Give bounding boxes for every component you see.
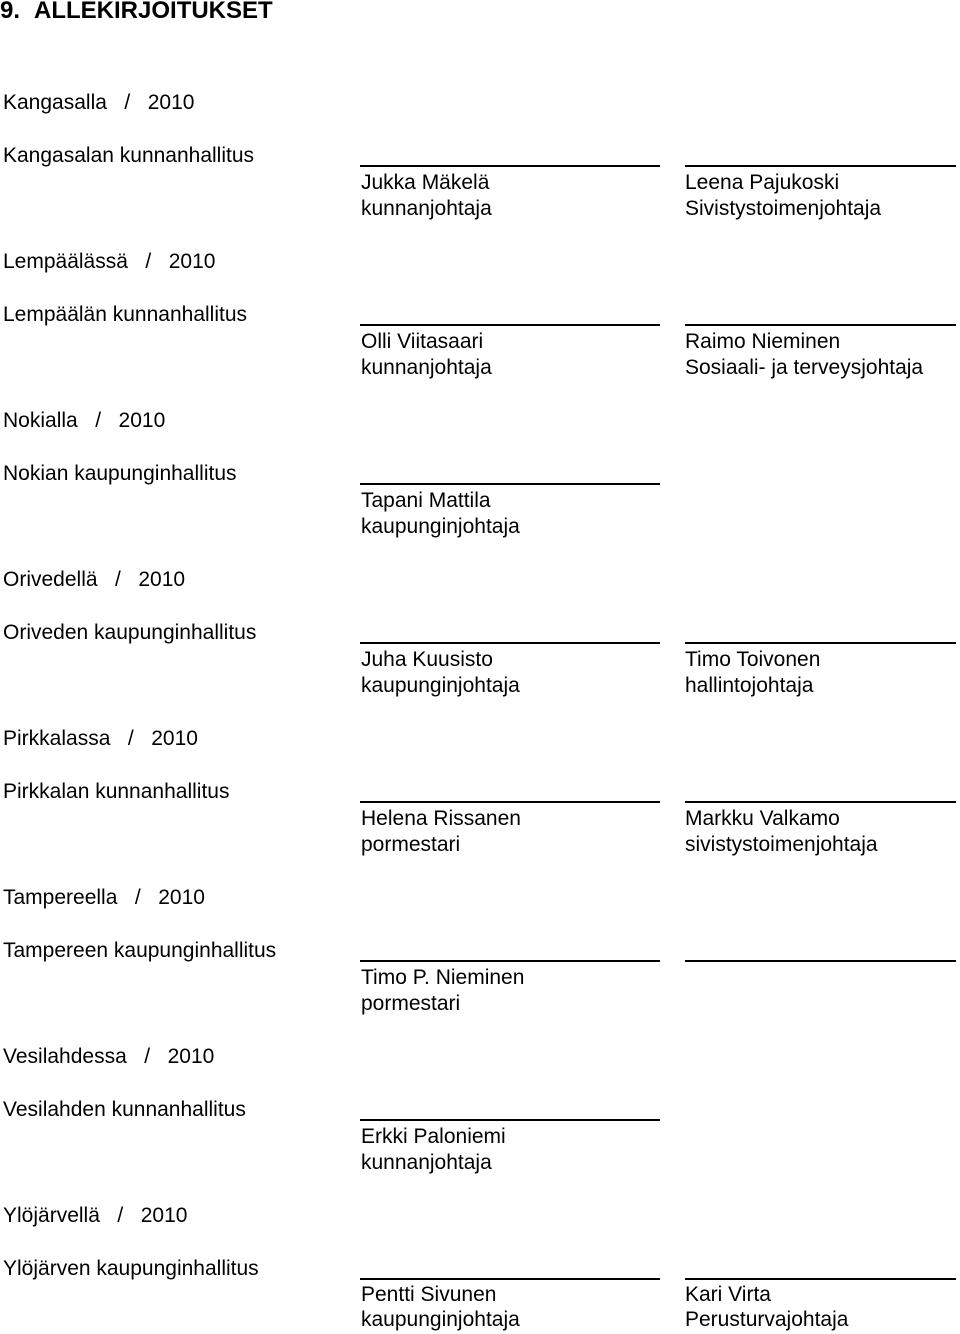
board-tampere: Tampereen kaupunginhallitus [3, 939, 277, 962]
signature-line [685, 324, 956, 326]
signatory-name: Raimo Nieminen [685, 330, 841, 353]
signature-line [685, 801, 956, 803]
place-date-kangasala: Kangasalla / 2010 [3, 91, 195, 114]
place-date-orivesi: Orivedellä / 2010 [3, 568, 186, 591]
signature-line [360, 801, 660, 803]
signatory-name: Olli Viitasaari [361, 330, 484, 353]
board-nokia: Nokian kaupunginhallitus [3, 462, 237, 485]
signatory-name: Tapani Mattila [361, 489, 491, 512]
signatory-name: Leena Pajukoski [685, 171, 840, 194]
board-ylojarvi: Ylöjärven kaupunginhallitus [3, 1257, 259, 1280]
signatory-title: kaupunginjohtaja [361, 515, 520, 538]
signature-line [360, 324, 660, 326]
signatory-title: Perusturvajohtaja [685, 1308, 849, 1331]
place-date-ylojarvi: Ylöjärvellä / 2010 [3, 1204, 188, 1227]
board-orivesi: Oriveden kaupunginhallitus [3, 621, 257, 644]
place-date-nokia: Nokialla / 2010 [3, 409, 166, 432]
signatory-name: Pentti Sivunen [361, 1283, 497, 1306]
signatory-name: Jukka Mäkelä [361, 171, 490, 194]
signature-line [685, 165, 956, 167]
signature-line [685, 642, 956, 644]
signatory-title: Sivistystoimenjohtaja [685, 197, 882, 220]
section-number: 9. [0, 0, 21, 24]
section-heading [0, 0, 273, 26]
signature-line [360, 960, 660, 962]
board-lempaala: Lempäälän kunnanhallitus [3, 303, 248, 326]
signature-line [360, 165, 660, 167]
signatory-title: sivistystoimenjohtaja [685, 833, 878, 856]
place-date-lempaala: Lempäälässä / 2010 [3, 250, 216, 273]
board-pirkkala: Pirkkalan kunnanhallitus [3, 780, 230, 803]
signature-line [360, 1278, 660, 1280]
signatory-name: Kari Virta [685, 1283, 771, 1306]
signatory-name: Timo Toivonen [685, 648, 821, 671]
signatory-name: Timo P. Nieminen [361, 966, 525, 989]
signature-line [360, 483, 660, 485]
signatory-title: kunnanjohtaja [361, 356, 492, 379]
signature-line [360, 1119, 660, 1121]
signatory-name: Markku Valkamo [685, 807, 840, 830]
signatory-title: pormestari [361, 833, 461, 856]
signatory-title: kaupunginjohtaja [361, 1308, 520, 1331]
signature-line-empty [685, 960, 956, 962]
place-date-tampere: Tampereella / 2010 [3, 886, 205, 909]
signatory-title: kaupunginjohtaja [361, 674, 520, 697]
signatory-name: Erkki Paloniemi [361, 1125, 506, 1148]
signatory-title: Sosiaali- ja terveysjohtaja [685, 356, 924, 379]
signatory-name: Juha Kuusisto [361, 648, 493, 671]
signatory-title: hallintojohtaja [685, 674, 814, 697]
signatory-name: Helena Rissanen [361, 807, 521, 830]
place-date-vesilahti: Vesilahdessa / 2010 [3, 1045, 215, 1068]
signatory-title: kunnanjohtaja [361, 197, 492, 220]
section-title: ALLEKIRJOITUKSET [34, 0, 273, 24]
place-date-pirkkala: Pirkkalassa / 2010 [3, 727, 198, 750]
signatory-title: kunnanjohtaja [361, 1151, 492, 1174]
signature-line [360, 642, 660, 644]
board-kangasala: Kangasalan kunnanhallitus [3, 144, 255, 167]
board-vesilahti: Vesilahden kunnanhallitus [3, 1098, 246, 1121]
signature-line [685, 1278, 956, 1280]
signatory-title: pormestari [361, 992, 461, 1015]
